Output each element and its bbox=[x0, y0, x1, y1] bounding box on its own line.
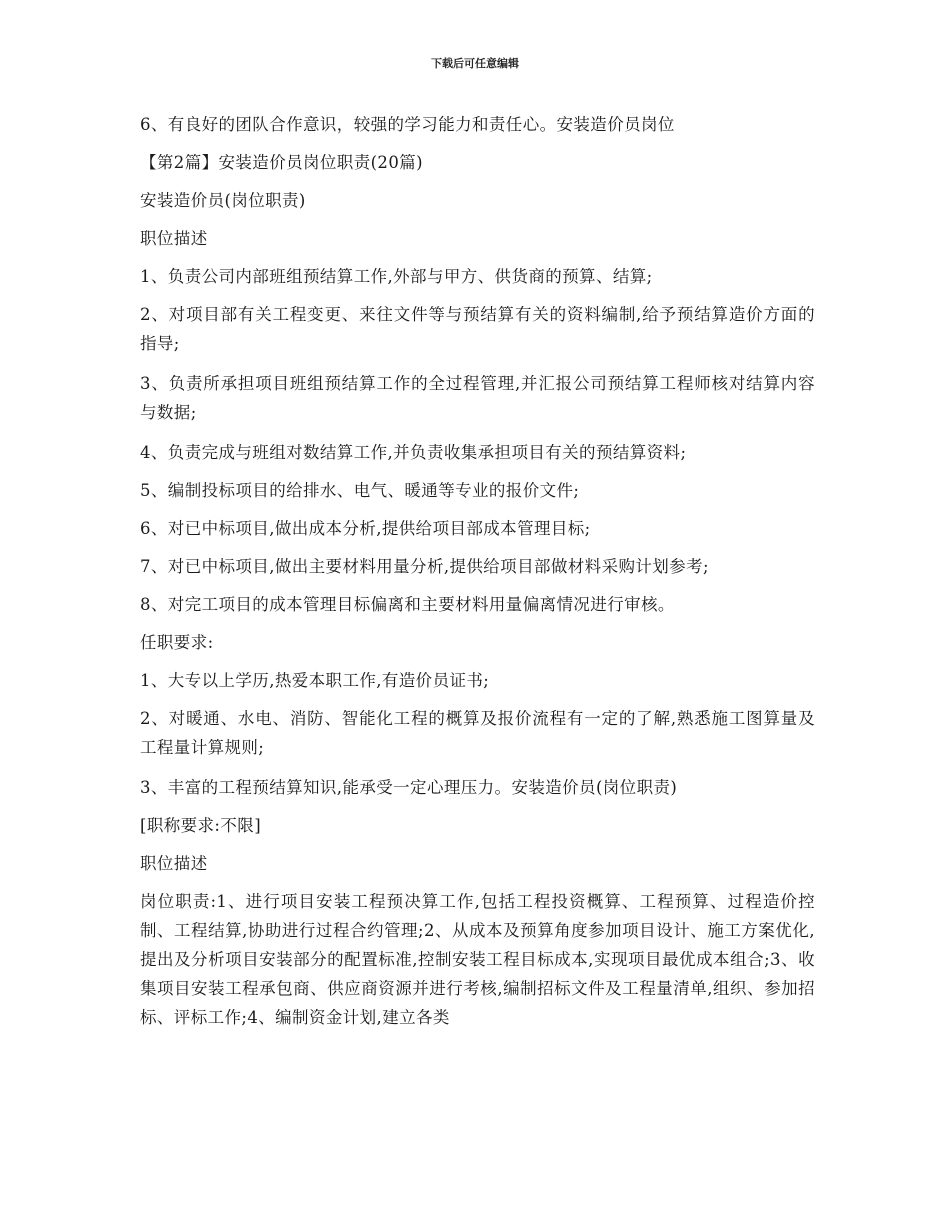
paragraph: [职称要求:不限] bbox=[140, 816, 262, 835]
paragraph: 6、有良好的团队合作意识，较强的学习能力和责任心。安装造价员岗位 bbox=[140, 115, 675, 134]
list-item: 1、大专以上学历,热爱本职工作,有造价员证书; bbox=[140, 671, 490, 690]
list-item: 5、编制投标项目的给排水、电气、暖通等专业的报价文件; bbox=[140, 481, 580, 500]
paragraph: 安装造价员(岗位职责) bbox=[140, 191, 306, 210]
paragraph: 职位描述 bbox=[140, 229, 208, 248]
list-item: 2、对项目部有关工程变更、来往文件等与预结算有关的资料编制,给予预结算造价方面的指导; bbox=[140, 305, 815, 353]
paragraph: 岗位职责:1、进行项目安装工程预决算工作,包括工程投资概算、工程预算、过程造价控制、工程结算,协助进行过程合约管理;2、从成本及预算角度参加项目设计、施工方案优化,提出及分析项目安装部分的配置标准,控制安装工程目标成本,实现项目最优成本组合;3、收集项目安装工程承包商、供应商资源并进行考核,编制招标文件及工程量清单,组织、参加招标、评标工作;4、编制资金计划,建立各类 bbox=[140, 892, 815, 1027]
list-item: 2、对暖通、水电、消防、智能化工程的概算及报价流程有一定的了解,熟悉施工图算量及工程量计算规则; bbox=[140, 709, 815, 757]
paragraph: 职位描述 bbox=[140, 854, 208, 873]
download-note: 下载后可任意编辑 bbox=[431, 57, 519, 70]
list-item: 3、负责所承担项目班组预结算工作的全过程管理,并汇报公司预结算工程师核对结算内容与数据; bbox=[140, 374, 815, 422]
list-item: 4、负责完成与班组对数结算工作,并负责收集承担项目有关的预结算资料; bbox=[140, 443, 687, 462]
list-item: 7、对已中标项目,做出主要材料用量分析,提供给项目部做材料采购计划参考; bbox=[140, 557, 709, 576]
list-item: 3、丰富的工程预结算知识,能承受一定心理压力。安装造价员(岗位职责) bbox=[140, 778, 678, 797]
document-body bbox=[140, 110, 815, 1041]
list-item: 1、负责公司内部班组预结算工作,外部与甲方、供货商的预算、结算; bbox=[140, 267, 653, 286]
paragraph: 任职要求: bbox=[140, 633, 214, 652]
section-heading: 【第2篇】安装造价员岗位职责(20篇) bbox=[140, 153, 423, 172]
list-item: 6、对已中标项目,做出成本分析,提供给项目部成本管理目标; bbox=[140, 519, 591, 538]
list-item: 8、对完工项目的成本管理目标偏离和主要材料用量偏离情况进行审核。 bbox=[140, 595, 675, 614]
